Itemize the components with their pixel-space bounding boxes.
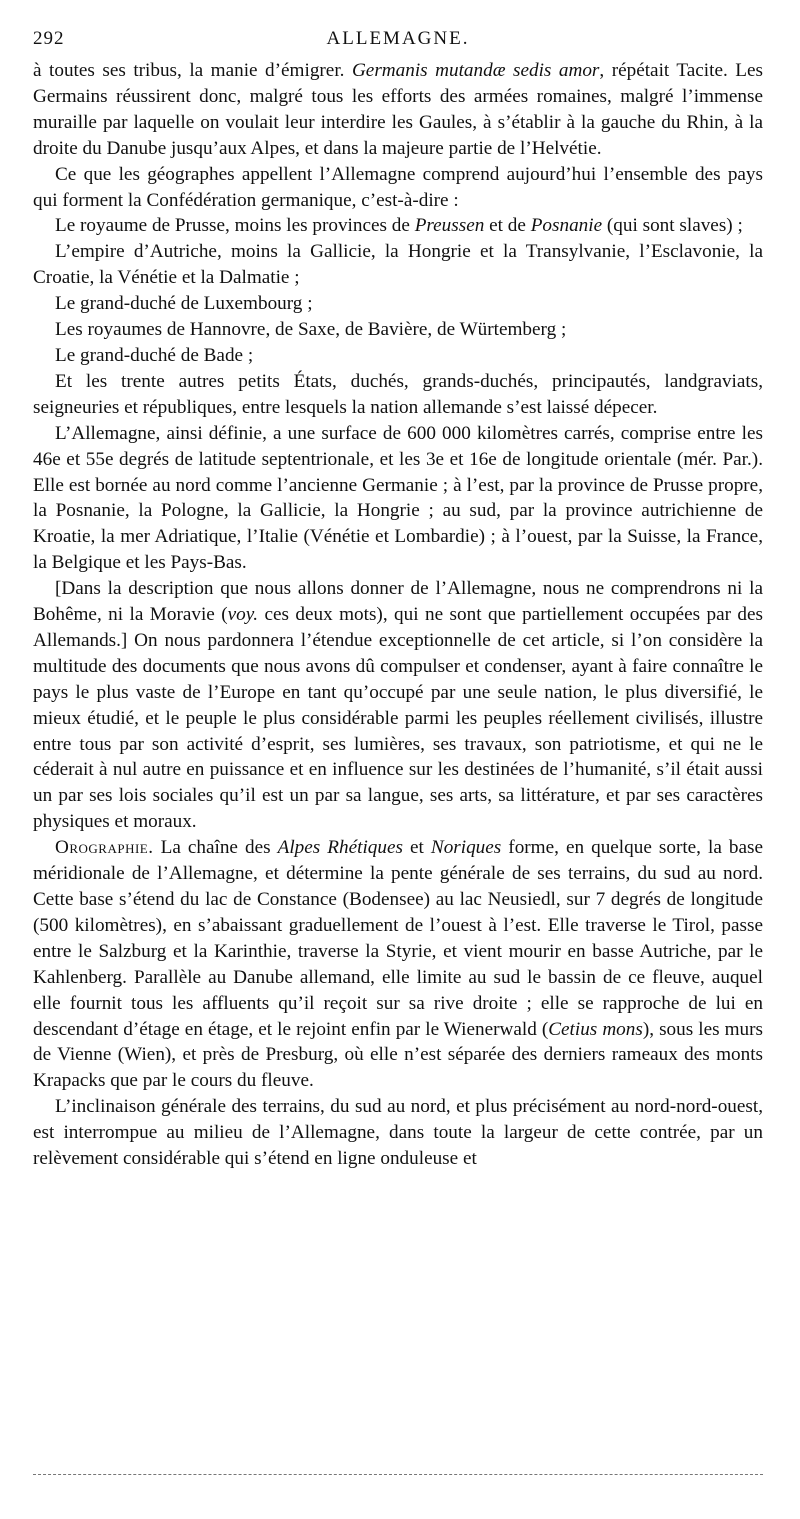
paragraph-9: L’Allemagne, ainsi définie, a une surface de 600 000 kilomètres carrés, comprise entre les 46e et 55e degrés de latitude septentrionale, et les 3e et 16e de longitude orientale (mér. Par.). Elle est bornée au nord comme l’ancienne Germanie ; à l’est, par la province de Prusse propre, la Posnanie, la Pologne, la Gallicie, la Hongrie ; au sud, par la province autrichienne de Kroatie, la mer Adriatique, l’Italie (Vénétie et Lombardie) ; à l’ouest, par la Suisse, la France, la Belgique et les Pays-Bas. bbox=[33, 422, 763, 574]
page-header bbox=[33, 28, 763, 58]
paragraph-8: Et les trente autres petits États, duchés, grands-duchés, principautés, landgraviats, seigneuries et républiques, entre lesquels la nation allemande s’est laissé dépecer. bbox=[33, 370, 763, 418]
paragraph-1 bbox=[33, 58, 763, 162]
paragraph-11 bbox=[33, 835, 763, 1094]
text-run: ces deux mots), qui ne sont que partiellement occupées par des Allemands.] On nous pardonnera l’étendue exceptionnelle de cet article, si l’on considère la multitude des documents que nous avons dû compulser et condenser, ayant à faire connaître le pays le plus vaste de l’Europe en tant qu’occupé par une seule nation, le plus diversifié, le mieux étudié, et le peuple le plus considérable parmi les peuples réellement civilisés, illustre entre tous par son activité d’esprit, ses lumières, ses travaux, son patriotisme, et qui ne le céderait à nul autre en puissance et en influence sur les destinées de l’humanité, s’il était aussi un par ses lois sociales qu’il est un par sa langue, ses arts, sa littérature, et par ses caractères physiques et moraux. bbox=[33, 604, 764, 833]
italic-term: voy. bbox=[227, 604, 259, 626]
page-number: 292 bbox=[33, 28, 65, 49]
text-run: , répétait Tacite. Les Germains réussirent donc, malgré tous les efforts des armées romaines, malgré l’immense muraille par laquelle on voulait leur interdire les Gaules, à s’établir à la gauche du Rhin, à la droite du Danube jusqu’aux Alpes, et dans la majeure partie de l’Helvétie. bbox=[33, 60, 763, 159]
text-run: (qui sont slaves) ; bbox=[602, 215, 743, 237]
italic-term: Noriques bbox=[430, 837, 502, 859]
text-run: et de bbox=[484, 215, 531, 237]
paragraph-7: Le grand-duché de Bade ; bbox=[55, 344, 254, 366]
paragraph-12: L’inclinaison générale des terrains, du sud au nord, et plus précisément au nord-nord-ouest, est interrompue au milieu de l’Allemagne, dans toute la largeur de cette contrée, par un relèvement considérable qui s’étend en ligne onduleuse et bbox=[33, 1096, 763, 1170]
paragraph-4: L’empire d’Autriche, moins la Gallicie, la Hongrie et la Transylvanie, l’Esclavonie, la Croatie, la Vénétie et la Dalmatie ; bbox=[33, 241, 763, 289]
italic-term: Cetius mons bbox=[548, 1018, 643, 1040]
text-run: forme, en quelque sorte, la base méridionale de l’Allemagne, et détermine la pente générale de ses terrains, du sud au nord. Cette base s’étend du lac de Constance (Bodensee) au lac Neusiedl, sur 7 degrés de longitude (500 kilomètres), en s’abaissant graduellement de l’ouest à l’est. Elle traverse le Tirol, passe entre le Salzburg et la Karinthie, traverse la Styrie, et vient mourir en basse Autriche, par le Kahlenberg. Parallèle au Danube allemand, elle limite au sud le bassin de ce fleuve, auquel elle fournit tous les affluents qu’il reçoit sur sa rive droite ; elle se rapproche de lui en descendant d’étage en étage, et le rejoint enfin par le Wienerwald ( bbox=[33, 837, 763, 1040]
paragraph-2: Ce que les géographes appellent l’Allemagne comprend aujourd’hui l’ensemble des pays qui forment la Confédération germanique, c’est-à-dire : bbox=[33, 163, 763, 211]
paragraph-5: Le grand-duché de Luxembourg ; bbox=[55, 293, 313, 315]
section-heading: Orographie. bbox=[55, 837, 154, 859]
italic-term: Preussen bbox=[414, 215, 485, 237]
text-run: La chaîne des bbox=[153, 837, 278, 859]
paragraph-3 bbox=[33, 213, 763, 239]
body-text bbox=[33, 58, 763, 1172]
italic-term: Alpes Rhétiques bbox=[277, 837, 403, 859]
text-run: à toutes ses tribus, la manie d’émigrer. bbox=[33, 60, 352, 81]
text-run: et bbox=[402, 837, 431, 859]
text-run: Le royaume de Prusse, moins les provinces de bbox=[55, 215, 415, 237]
paragraph-6: Les royaumes de Hannovre, de Saxe, de Bavière, de Würtemberg ; bbox=[55, 319, 567, 341]
text-run: [Dans la description que nous allons donner de l’Allemagne, nous ne comprendrons ni la Bohême, ni la Moravie ( bbox=[33, 578, 763, 626]
paragraph-10 bbox=[33, 576, 763, 835]
book-page bbox=[33, 28, 763, 1172]
latin-quote: Germanis mutandæ sedis amor bbox=[351, 60, 600, 81]
running-head: ALLEMAGNE. bbox=[326, 28, 470, 49]
italic-term: Posnanie bbox=[530, 215, 603, 237]
footer-rule bbox=[33, 1474, 763, 1475]
text-run: ), sous les murs de Vienne (Wien), et près de Presburg, où elle n’est séparée des derniers rameaux des monts Krapacks que par le cours du fleuve. bbox=[33, 1018, 763, 1092]
